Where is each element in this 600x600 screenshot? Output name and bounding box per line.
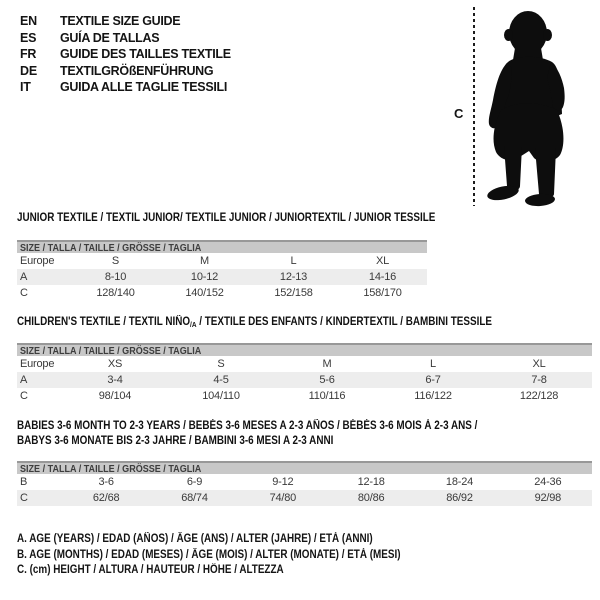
row-label: Europe (20, 358, 55, 370)
size-cell: M (322, 358, 332, 370)
size-cell: S (111, 255, 120, 267)
table-row-height (17, 490, 592, 506)
legend-line-b: B. AGE (MONTHS) / EDAD (MESES) / ÂGE (MOIS) / ALTER (MONATE) / ETÀ (MESI) (17, 548, 401, 561)
lang-code: DE (20, 63, 37, 78)
table-row-europe (17, 356, 592, 372)
height-cell: 86/92 (446, 492, 473, 504)
row-label: A (20, 271, 28, 283)
babies-section-title-line2: BABYS 3-6 MONATE BIS 2-3 JAHRE / BAMBINI 3-6 MESI A 2-3 ANNI (17, 435, 334, 447)
months-cell: 24-36 (534, 476, 562, 488)
size-cell: S (217, 358, 225, 370)
babies-size-table (17, 461, 592, 506)
age-cell: 14-16 (368, 271, 397, 283)
height-cell: 122/128 (519, 390, 559, 402)
lang-title: GUIDA ALLE TAGLIE TESSILI (60, 80, 228, 95)
age-cell: 5-6 (319, 374, 335, 386)
row-label: C (20, 390, 28, 402)
height-measure-label: C (454, 106, 464, 121)
junior-section-title: JUNIOR TEXTILE / TEXTIL JUNIOR/ TEXTILE JUNIOR / JUNIORTEXTIL / JUNIOR TESSILE (17, 212, 436, 224)
height-cell: 128/140 (96, 287, 135, 299)
size-cell: XL (375, 255, 390, 267)
height-cell: 152/158 (274, 287, 313, 299)
months-cell: 9-12 (272, 476, 294, 488)
children-section-title: CHILDREN'S TEXTILE / TEXTIL NIÑO/A / TEXTILE DES ENFANTS / KINDERTEXTIL / BAMBINI TESSILE (17, 316, 492, 329)
size-header-label: SIZE / TALLA / TAILLE / GRÖSSE / TAGLIA (20, 241, 202, 254)
height-cell: 104/110 (202, 390, 240, 402)
age-cell: 7-8 (531, 374, 547, 386)
height-cell: 158/170 (363, 287, 402, 299)
lang-row-de (20, 63, 231, 80)
lang-title: TEXTILGRÖßENFÜHRUNG (60, 63, 214, 78)
height-cell: 62/68 (92, 492, 120, 504)
lang-row-fr (20, 46, 231, 63)
months-cell: 12-18 (357, 476, 385, 488)
size-header-label: SIZE / TALLA / TAILLE / GRÖSSE / TAGLIA (20, 462, 202, 475)
table-row-age (17, 269, 427, 285)
lang-row-en (20, 13, 231, 30)
row-label: A (20, 374, 28, 386)
size-cell: XS (107, 358, 123, 370)
legend-line-c: C. (cm) HEIGHT / ALTURA / HAUTEUR / HÖHE / ALTEZZA (17, 564, 284, 576)
months-cell: 6-9 (186, 476, 203, 488)
row-label: C (20, 287, 28, 299)
legend-line-a: A. AGE (YEARS) / EDAD (AÑOS) / ÂGE (ANS) / ALTER (JAHRE) / ETÀ (ANNI) (17, 533, 373, 545)
age-cell: 10-12 (190, 271, 219, 283)
size-header-bar (17, 240, 427, 253)
height-cell: 92/98 (534, 492, 562, 504)
height-cell: 116/122 (414, 390, 452, 402)
lang-row-it (20, 79, 231, 96)
lang-code: FR (20, 47, 37, 62)
age-cell: 8-10 (104, 271, 127, 283)
months-cell: 18-24 (445, 476, 474, 488)
height-measure-line (473, 7, 475, 206)
lang-code: IT (20, 80, 31, 95)
height-cell: 140/152 (185, 287, 224, 299)
row-label: B (20, 476, 28, 488)
children-size-table (17, 343, 592, 404)
size-cell: L (430, 358, 436, 370)
lang-code: ES (20, 30, 37, 45)
babies-section-title: BABIES 3-6 MONTH TO 2-3 YEARS / BEBÉS 3-6 MESES A 2-3 AÑOS / BÉBÉS 3-6 MOIS À 2-3 ANS / (17, 420, 478, 432)
size-header-label: SIZE / TALLA / TAILLE / GRÖSSE / TAGLIA (20, 344, 202, 357)
lang-title: TEXTILE SIZE GUIDE (60, 14, 181, 29)
lang-code: EN (20, 14, 37, 29)
lang-row-es (20, 30, 231, 47)
size-header-bar (17, 461, 592, 474)
height-cell: 110/116 (308, 390, 346, 402)
size-cell: XL (532, 358, 546, 370)
table-row-age (17, 372, 592, 388)
toddler-silhouette-icon (482, 8, 572, 208)
age-cell: 4-5 (213, 374, 229, 386)
height-cell: 98/104 (98, 390, 132, 402)
table-row-height (17, 388, 592, 404)
age-cell: 12-13 (279, 271, 308, 283)
age-cell: 3-4 (107, 374, 123, 386)
height-cell: 80/86 (357, 492, 385, 504)
legend (17, 533, 463, 580)
row-label: C (20, 492, 28, 504)
table-row-europe (17, 253, 427, 269)
lang-title: GUÍA DE TALLAS (60, 30, 160, 45)
height-cell: 74/80 (269, 492, 297, 504)
table-row-months (17, 474, 592, 490)
junior-size-table (17, 240, 427, 301)
size-cell: L (290, 255, 297, 267)
lang-title: GUIDE DES TAILLES TEXTILE (60, 47, 231, 62)
size-header-bar (17, 343, 592, 356)
row-label: Europe (20, 255, 55, 267)
table-row-height (17, 285, 427, 301)
title-subscript: /A (190, 320, 197, 329)
months-cell: 3-6 (98, 476, 114, 488)
height-cell: 68/74 (181, 492, 208, 504)
age-cell: 6-7 (425, 374, 441, 386)
language-title-list (20, 13, 231, 96)
size-cell: M (200, 255, 209, 267)
